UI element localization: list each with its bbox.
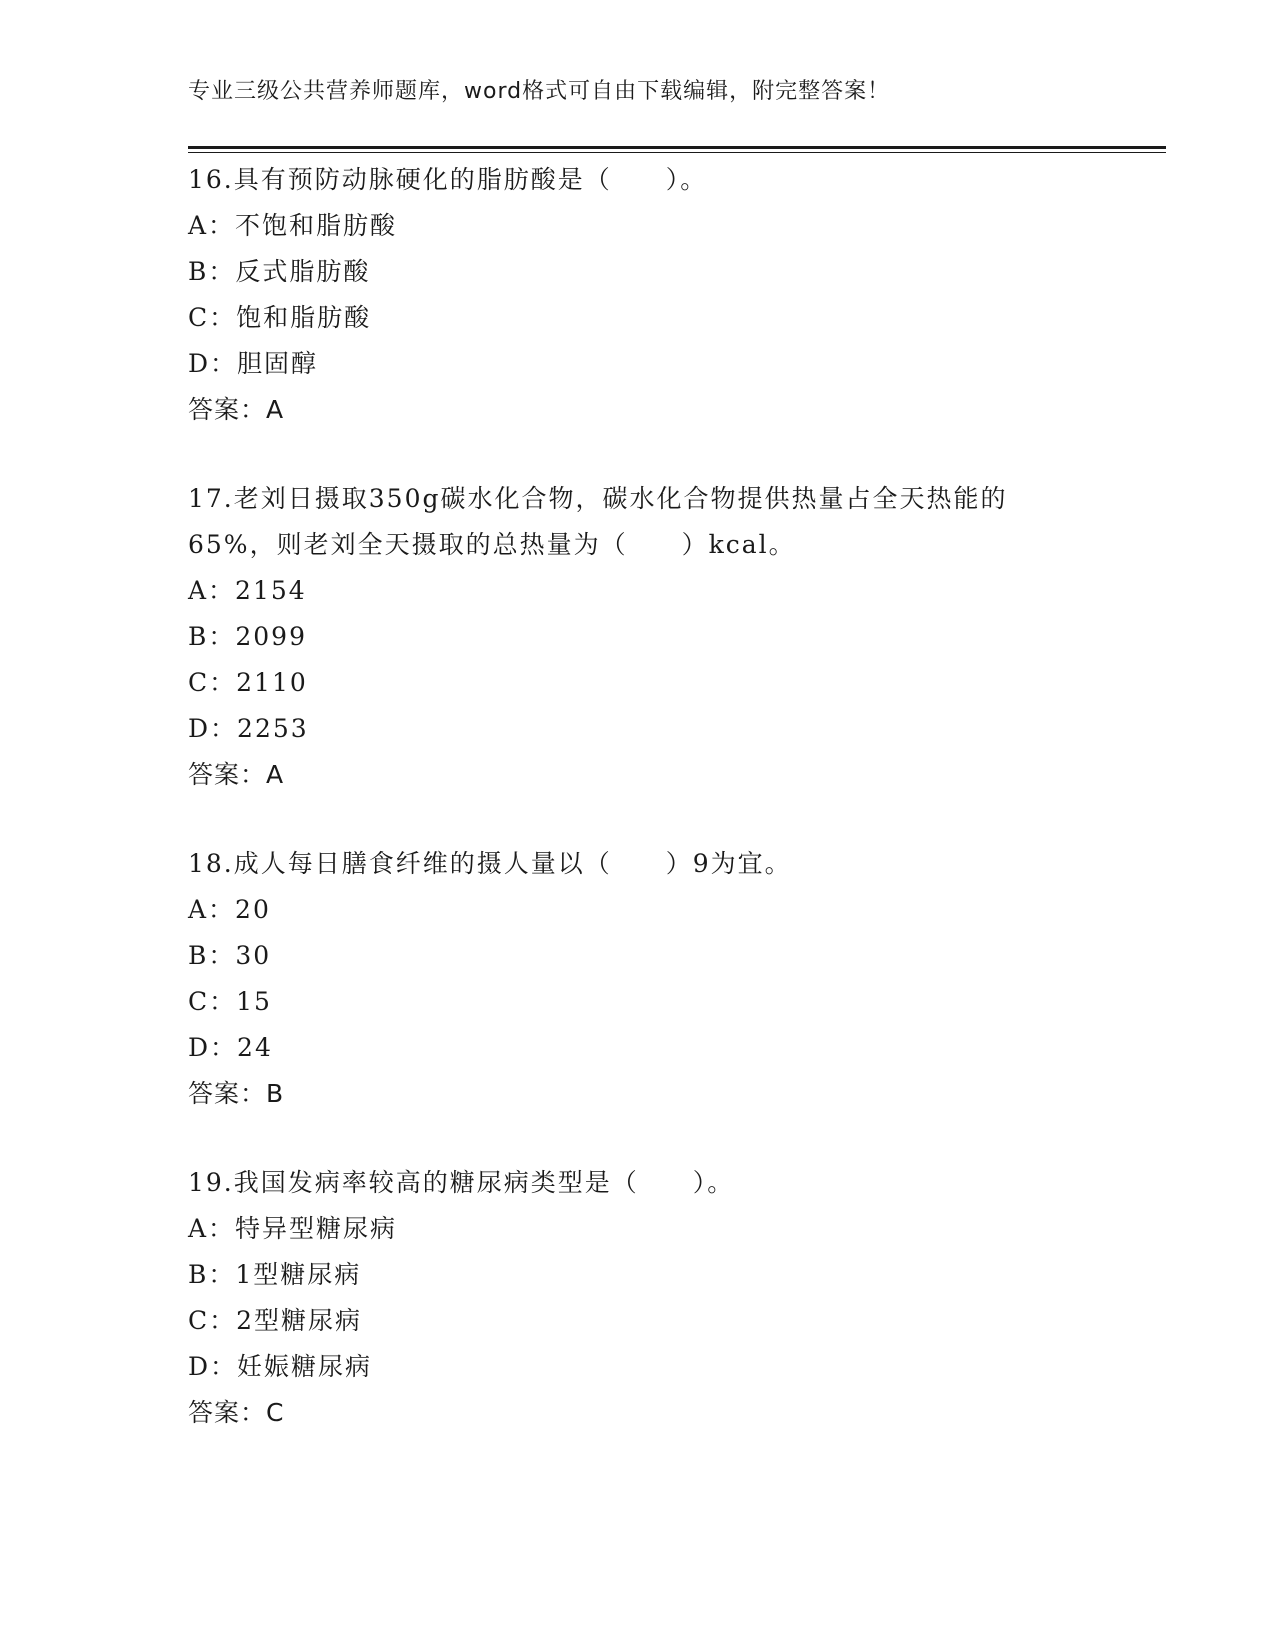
option-c: C：15	[188, 987, 272, 1016]
header-rule-thick	[188, 146, 1166, 149]
page-header: 专业三级公共营养师题库，word格式可自由下载编辑，附完整答案！	[188, 79, 891, 104]
question-19	[188, 1160, 1088, 1436]
question-text: 18.成人每日膳食纤维的摄人量以（ ）9为宜。	[188, 849, 792, 878]
option-a: A：特异型糖尿病	[188, 1214, 398, 1243]
question-18	[188, 841, 1088, 1117]
option-b: B：30	[188, 941, 272, 970]
answer: 答案：A	[188, 760, 285, 789]
option-d: D：妊娠糖尿病	[188, 1352, 373, 1381]
answer: 答案：C	[188, 1398, 285, 1427]
answer: 答案：B	[188, 1079, 285, 1108]
option-b: B：1型糖尿病	[188, 1260, 362, 1289]
option-c: C：2110	[188, 668, 308, 697]
option-b: B：2099	[188, 622, 307, 651]
option-a: A：20	[188, 895, 271, 924]
question-16	[188, 157, 1088, 433]
option-d: D：2253	[188, 714, 309, 743]
option-d: D：胆固醇	[188, 349, 319, 378]
option-a: A：2154	[188, 576, 307, 605]
question-text-continued: 65%，则老刘全天摄取的总热量为（ ）kcal。	[188, 530, 796, 559]
option-c: C：饱和脂肪酸	[188, 303, 372, 332]
question-text: 17.老刘日摄取350g碳水化合物，碳水化合物提供热量占全天热能的	[188, 484, 1008, 513]
question-17	[188, 476, 1088, 798]
option-d: D：24	[188, 1033, 273, 1062]
question-text: 19.我国发病率较高的糖尿病类型是（ ）。	[188, 1168, 735, 1197]
option-b: B：反式脂肪酸	[188, 257, 371, 286]
header-rule-thin	[188, 152, 1166, 153]
option-a: A：不饱和脂肪酸	[188, 211, 398, 240]
question-text: 16.具有预防动脉硬化的脂肪酸是（ ）。	[188, 165, 708, 194]
option-c: C：2型糖尿病	[188, 1306, 363, 1335]
answer: 答案：A	[188, 395, 285, 424]
